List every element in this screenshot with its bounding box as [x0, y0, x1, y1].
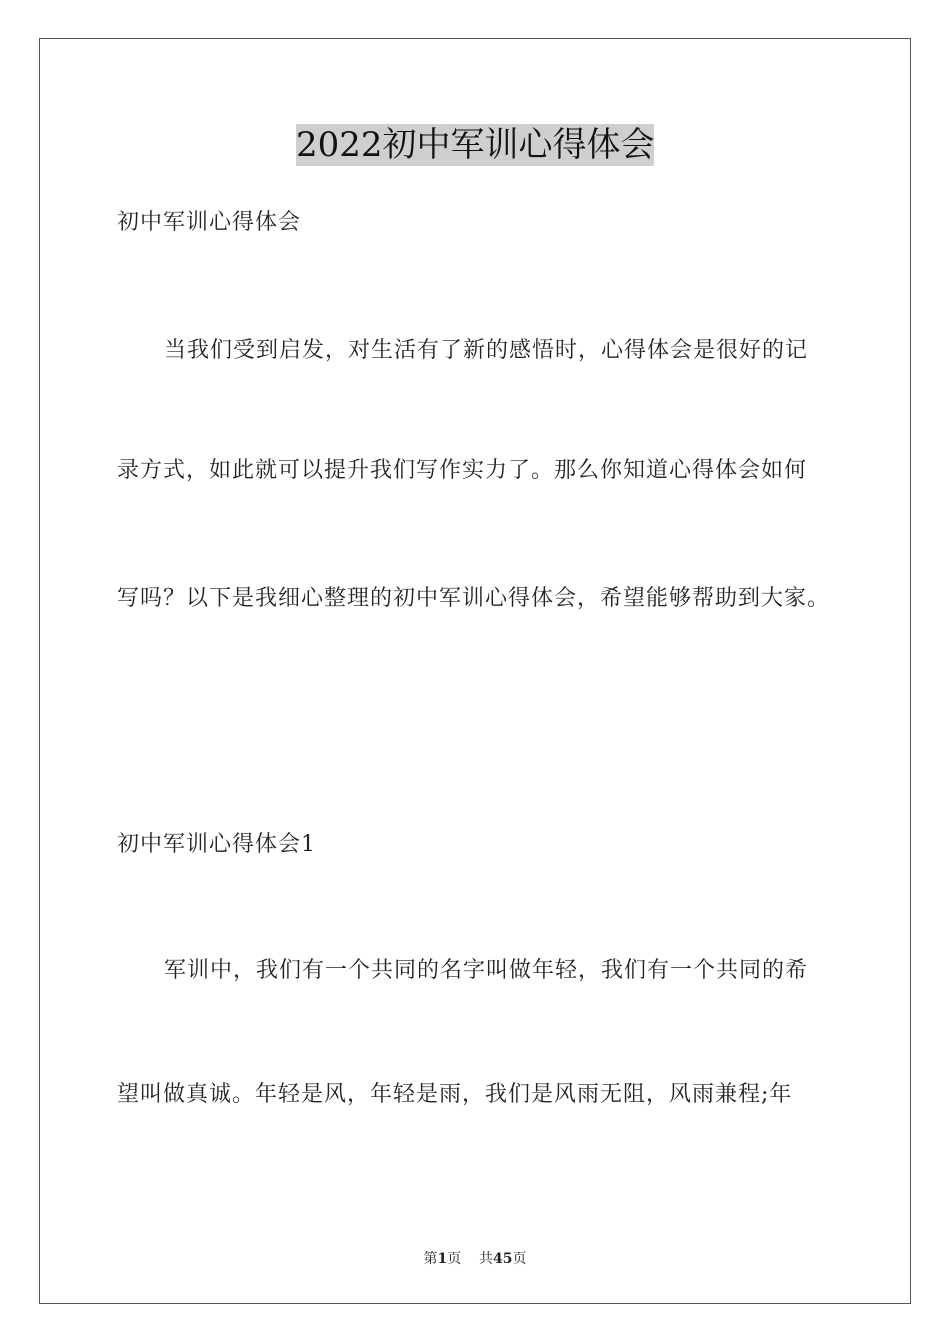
intro-line-3: 写吗？以下是我细心整理的初中军训心得体会，希望能够帮助到大家。 — [117, 586, 831, 611]
page-suffix: 页 — [447, 1251, 462, 1267]
section-heading: 初中军训心得体会1 — [117, 832, 316, 857]
page-footer — [0, 1248, 950, 1268]
total-pages: 45 — [493, 1251, 513, 1267]
intro-line-2: 录方式，如此就可以提升我们写作实力了。那么你知道心得体会如何 — [117, 458, 808, 483]
total-suffix: 页 — [512, 1251, 527, 1267]
document-title: 2022初中军训心得体会 — [296, 125, 655, 165]
page-prefix: 第 — [423, 1251, 438, 1267]
page-number: 1 — [437, 1251, 448, 1267]
document-subtitle: 初中军训心得体会 — [117, 210, 302, 235]
section-line-2: 望叫做真诚。年轻是风，年轻是雨，我们是风雨无阻，风雨兼程;年 — [117, 1082, 793, 1107]
section-line-1: 军训中，我们有一个共同的名字叫做年轻，我们有一个共同的希 — [164, 958, 809, 983]
total-prefix: 共 — [479, 1251, 494, 1267]
intro-line-1: 当我们受到启发，对生活有了新的感悟时，心得体会是很好的记 — [164, 338, 809, 363]
